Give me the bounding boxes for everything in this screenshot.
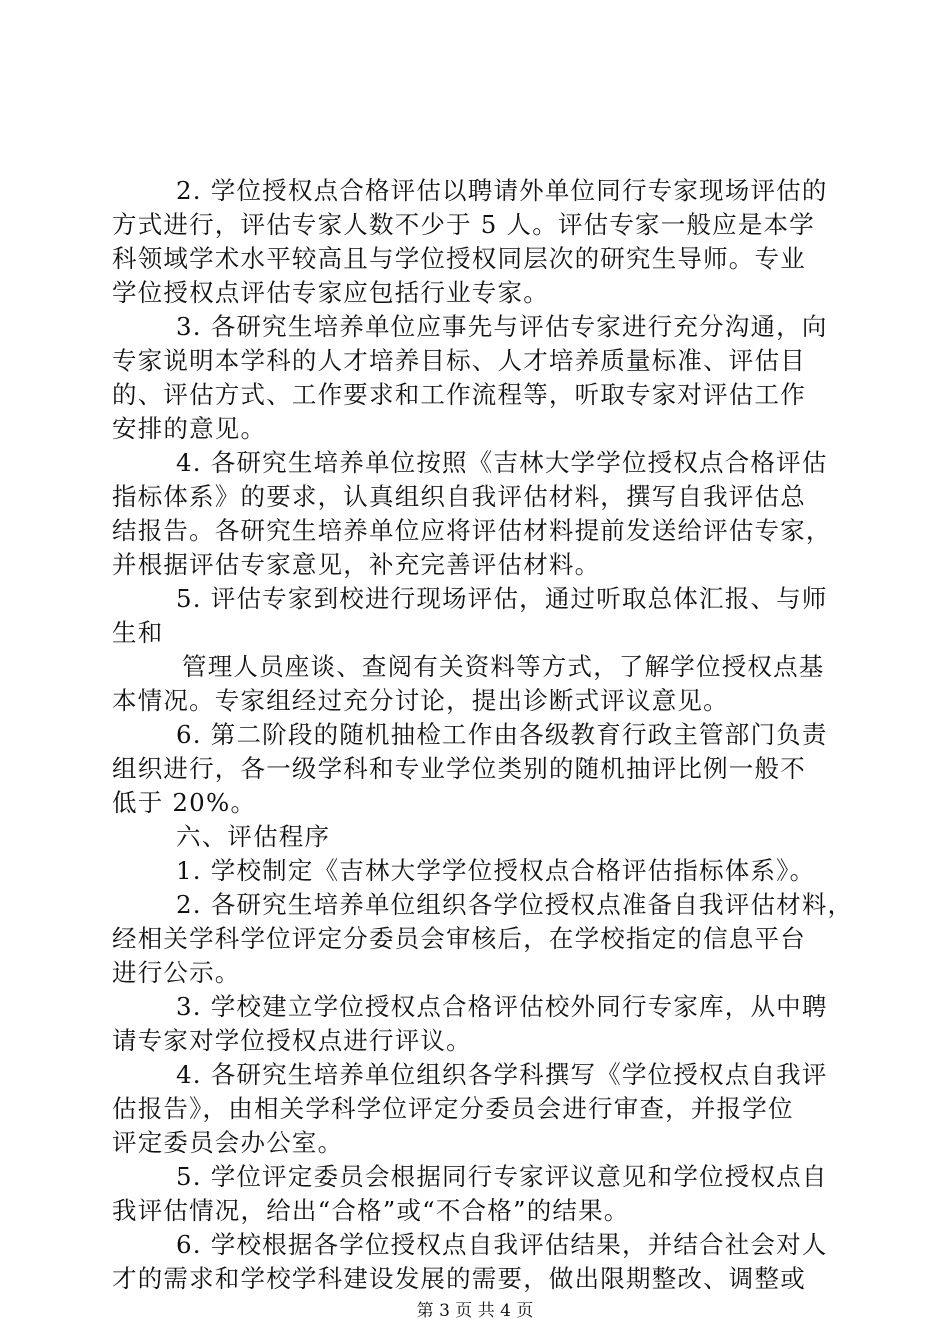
text-line: 3. 各研究生培养单位应事先与评估专家进行充分沟通，向 [176,312,828,341]
text-line: 评定委员会办公室。 [112,1128,344,1157]
text-line: 才的需求和学校学科建设发展的需要，做出限期整改、调整或 [112,1264,806,1293]
text-line: 5. 评估专家到校进行现场评估，通过听取总体汇报、与师 [176,584,828,613]
text-line: 管理人员座谈、查阅有关资料等方式，了解学位授权点基 [182,652,825,681]
text-line: 低于 20%。 [112,788,257,817]
section-heading: 六、评估程序 [176,822,331,851]
text-line: 请专家对学位授权点进行评议。 [112,1026,472,1055]
text-line: 生和 [112,618,164,647]
text-line: 学位授权点评估专家应包括行业专家。 [112,278,549,307]
text-line: 估报告》，由相关学科学位评定分委员会进行审查，并报学位 [112,1094,794,1123]
text-line: 6. 第二阶段的随机抽检工作由各级教育行政主管部门负责 [176,720,828,749]
text-line: 6. 学校根据各学位授权点自我评估结果，并结合社会对人 [176,1230,828,1259]
text-line: 我评估情况，给出“合格”或“不合格”的结果。 [112,1196,630,1225]
text-line: 组织进行，各一级学科和专业学位类别的随机抽评比例一般不 [112,754,806,783]
text-line: 专家说明本学科的人才培养目标、人才培养质量标准、评估目 [112,346,806,375]
text-line: 2. 学位授权点合格评估以聘请外单位同行专家现场评估的 [176,176,828,205]
text-line: 2. 各研究生培养单位组织各学位授权点准备自我评估材料， [176,890,854,919]
text-line: 本情况。专家组经过充分讨论，提出诊断式评议意见。 [112,686,729,715]
text-line: 方式进行，评估专家人数不少于 5 人。评估专家一般应是本学 [112,210,815,239]
text-line: 结报告。各研究生培养单位应将评估材料提前发送给评估专家， [112,516,832,545]
text-line: 科领域学术水平较高且与学位授权同层次的研究生导师。专业 [112,244,806,273]
text-line: 4. 各研究生培养单位按照《吉林大学学位授权点合格评估 [176,448,828,477]
text-line: 指标体系》的要求，认真组织自我评估材料，撰写自我评估总 [112,482,806,511]
text-line: 4. 各研究生培养单位组织各学科撰写《学位授权点自我评 [176,1060,828,1089]
text-line: 3. 学校建立学位授权点合格评估校外同行专家库，从中聘 [176,992,828,1021]
text-line: 的、评估方式、工作要求和工作流程等，听取专家对评估工作 [112,380,806,409]
text-line: 进行公示。 [112,958,241,987]
text-line: 5. 学位评定委员会根据同行专家评议意见和学位授权点自 [176,1162,828,1191]
page-number-footer: 第 3 页 共 4 页 [416,1301,534,1321]
text-line: 经相关学科学位评定分委员会审核后，在学校指定的信息平台 [112,924,806,953]
text-line: 并根据评估专家意见，补充完善评估材料。 [112,550,601,579]
text-line: 安排的意见。 [112,414,267,443]
text-line: 1. 学校制定《吉林大学学位授权点合格评估指标体系》。 [176,856,816,885]
